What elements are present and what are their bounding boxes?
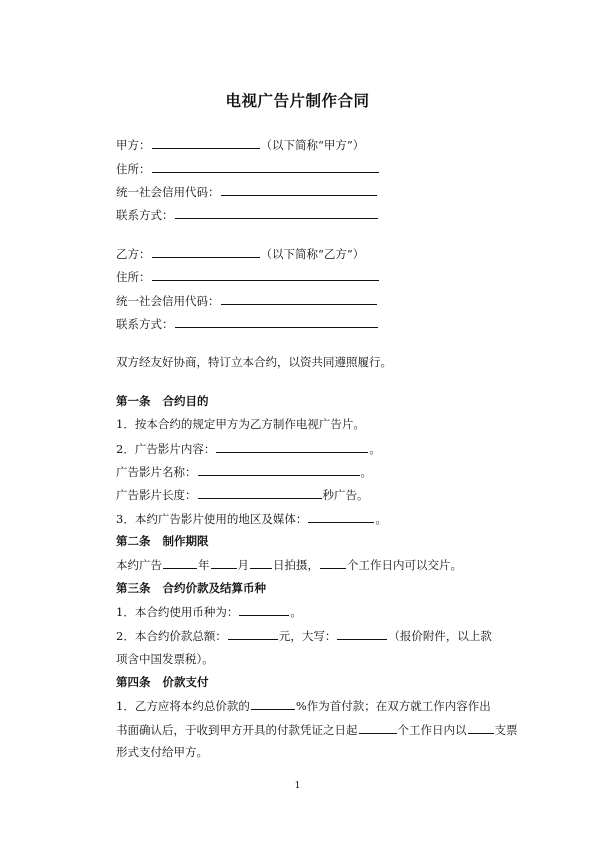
film-length-line bbox=[116, 487, 369, 502]
party-b-credit-blank bbox=[221, 293, 377, 305]
article-1-item-1: 1．按本合约的规定甲方为乙方制作电视广告片。 bbox=[116, 417, 365, 431]
period-text-year: 年 bbox=[198, 558, 210, 572]
party-a-contact-blank bbox=[175, 207, 378, 219]
film-name-label: 广告影片名称： bbox=[116, 465, 197, 479]
payment-text-2: %作为首付款；在双方就工作内容作出 bbox=[295, 699, 491, 713]
article-1-content-label: 2．广告影片内容： bbox=[116, 442, 216, 456]
period: 。 bbox=[290, 605, 302, 619]
party-a-credit-label: 统一社会信用代码： bbox=[116, 185, 220, 199]
payment-line-2 bbox=[116, 722, 518, 737]
period-text-month: 月 bbox=[237, 558, 249, 572]
article-2-number: 第二条 bbox=[116, 534, 151, 548]
party-b-credit-label: 统一社会信用代码： bbox=[116, 294, 220, 308]
film-name-line bbox=[116, 464, 372, 479]
party-a-contact-line bbox=[116, 207, 379, 222]
payment-workdays-blank bbox=[359, 722, 397, 734]
intro-paragraph: 双方经友好协商，特订立本合约，以资共同遵照履行。 bbox=[116, 355, 392, 369]
film-length-label: 广告影片长度： bbox=[116, 488, 197, 502]
party-b-contact-line bbox=[116, 316, 379, 331]
yuan-text: 元，大写： bbox=[278, 629, 337, 643]
document-title: 电视广告片制作合同 bbox=[225, 92, 370, 110]
content-blank bbox=[216, 441, 368, 453]
party-b-contact-blank bbox=[175, 316, 378, 328]
down-payment-percent-blank bbox=[251, 698, 295, 710]
price-note-line-2: 项含中国发票税）。 bbox=[116, 652, 214, 666]
total-price-blank bbox=[228, 628, 278, 640]
article-3-heading bbox=[116, 581, 266, 595]
article-2-title: 制作期限 bbox=[162, 534, 209, 548]
party-a-name-blank bbox=[152, 137, 260, 149]
workdays-blank bbox=[320, 557, 346, 569]
party-a-address-blank bbox=[152, 161, 379, 173]
film-length-suffix: 秒广告。 bbox=[322, 488, 369, 502]
day-blank bbox=[250, 557, 272, 569]
month-blank bbox=[211, 557, 237, 569]
currency-label: 1．本合约使用币种为： bbox=[116, 605, 239, 619]
party-b-address-label: 住所： bbox=[116, 270, 151, 284]
payment-line-1 bbox=[116, 698, 491, 713]
price-note-1: （报价附件，以上款 bbox=[388, 629, 492, 643]
article-3-number: 第三条 bbox=[116, 581, 151, 595]
year-blank bbox=[163, 557, 197, 569]
film-name-blank bbox=[198, 464, 360, 476]
media-region-blank bbox=[308, 511, 374, 523]
payment-text-5: 支票 bbox=[494, 723, 518, 737]
party-a-credit-blank bbox=[221, 184, 377, 196]
currency-line bbox=[116, 604, 302, 619]
total-price-line bbox=[116, 628, 492, 643]
article-1-item-3-line bbox=[116, 511, 387, 526]
page-number: 1 bbox=[294, 781, 301, 791]
payment-text-4: 个工作日内以 bbox=[397, 723, 467, 737]
party-b-line bbox=[116, 246, 364, 261]
party-b-address-line bbox=[116, 269, 380, 284]
article-1-number: 第一条 bbox=[116, 394, 151, 408]
payment-text-1: 1．乙方应将本约总价款的 bbox=[116, 699, 250, 713]
party-a-address-line bbox=[116, 161, 380, 176]
article-4-number: 第四条 bbox=[116, 675, 151, 689]
party-a-address-label: 住所： bbox=[116, 162, 151, 176]
party-a-line bbox=[116, 137, 364, 152]
cheque-blank bbox=[468, 722, 494, 734]
article-1-heading bbox=[116, 394, 209, 408]
party-a-credit-line bbox=[116, 184, 378, 199]
party-b-alias: （以下简称“乙方”） bbox=[260, 247, 365, 261]
party-a-contact-label: 联系方式： bbox=[116, 208, 174, 222]
party-a-label: 甲方： bbox=[116, 138, 151, 152]
total-price-words-blank bbox=[337, 628, 387, 640]
payment-line-3: 形式支付给甲方。 bbox=[116, 745, 208, 759]
period-text-day: 日拍摄， bbox=[273, 558, 319, 572]
party-b-credit-line bbox=[116, 293, 378, 308]
period-text-delivery: 个工作日内可以交片。 bbox=[347, 558, 462, 572]
currency-blank bbox=[239, 604, 289, 616]
period: 。 bbox=[375, 512, 387, 526]
article-3-title: 合约价款及结算币种 bbox=[162, 581, 266, 595]
party-a-alias: （以下简称“甲方”） bbox=[260, 138, 365, 152]
film-length-blank bbox=[198, 487, 322, 499]
period: 。 bbox=[360, 465, 372, 479]
article-4-heading bbox=[116, 675, 209, 689]
party-b-address-blank bbox=[152, 269, 379, 281]
article-4-title: 价款支付 bbox=[162, 675, 209, 689]
party-b-label: 乙方： bbox=[116, 247, 151, 261]
party-b-name-blank bbox=[152, 246, 260, 258]
period-text-1: 本约广告 bbox=[116, 558, 162, 572]
article-1-item-2-line bbox=[116, 441, 381, 456]
total-price-label: 2．本合约价款总额： bbox=[116, 629, 227, 643]
article-2-heading bbox=[116, 534, 209, 548]
article-1-title: 合约目的 bbox=[162, 394, 209, 408]
period: 。 bbox=[369, 442, 381, 456]
production-period-line bbox=[116, 557, 462, 572]
payment-text-3: 书面确认后，于收到甲方开具的付款凭证之日起 bbox=[116, 723, 358, 737]
media-region-label: 3．本约广告影片使用的地区及媒体： bbox=[116, 512, 308, 526]
party-b-contact-label: 联系方式： bbox=[116, 317, 174, 331]
